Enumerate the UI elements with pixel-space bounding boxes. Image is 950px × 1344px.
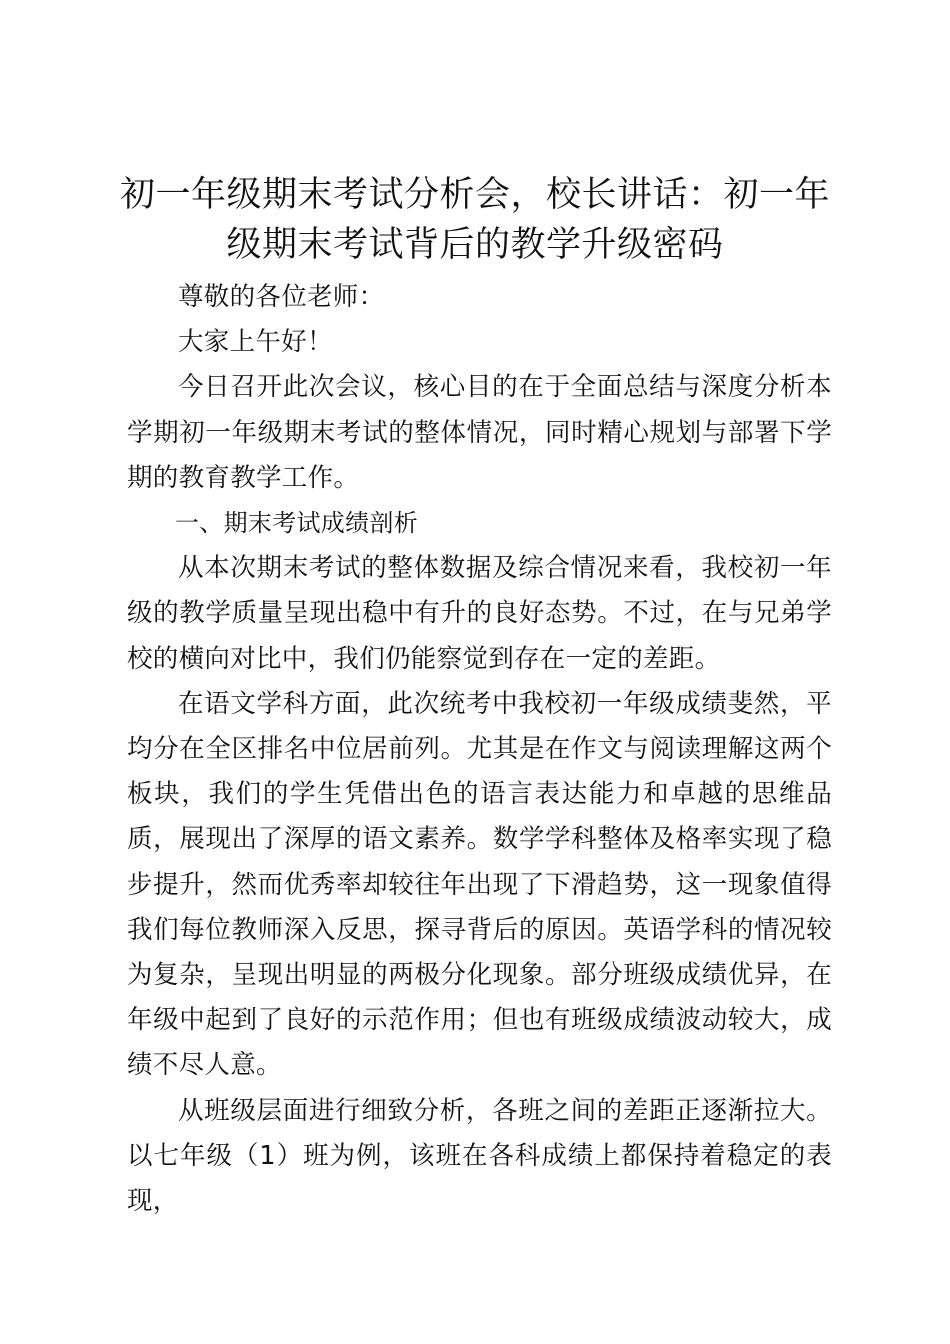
document-body [127, 275, 832, 1224]
document-title: 初一年级期末考试分析会，校长讲话：初一年级期末考试背后的教学升级密码 [119, 175, 830, 265]
greeting-paragraph: 大家上午好！ [178, 327, 333, 358]
class-analysis-paragraph: 从班级层面进行细致分析，各班之间的差距正逐渐拉大。以七年级（1）班为例，该班在各科成绩上都保持着稳定的表现， [127, 1095, 832, 1217]
subject-analysis-paragraph: 在语文学科方面，此次统考中我校初一年级成绩斐然，平均分在全区排名中位居前列。尤其是在作文与阅读理解这两个板块，我们的学生凭借出色的语言表达能力和卓越的思维品质，展现出了深厚的语文素养。数学学科整体及格率实现了稳步提升，然而优秀率却较往年出现了下滑趋势，这一现象值得我们每位教师深入反思，探寻背后的原因。英语学科的情况较为复杂，呈现出明显的两极分化现象。部分班级成绩优异，在年级中起到了良好的示范作用；但也有班级成绩波动较大，成绩不尽人意。 [127, 688, 832, 1081]
intro-paragraph: 今日召开此次会议，核心目的在于全面总结与深度分析本学期初一年级期末考试的整体情况，同时精心规划与部署下学期的教育教学工作。 [127, 372, 832, 493]
salutation-paragraph: 尊敬的各位老师： [178, 282, 385, 312]
overview-paragraph: 从本次期末考试的整体数据及综合情况来看，我校初一年级的教学质量呈现出稳中有升的良好态势。不过，在与兄弟学校的横向对比中，我们仍能察觉到存在一定的差距。 [127, 553, 832, 674]
section-heading: 一、期末考试成绩剖析 [175, 509, 418, 538]
